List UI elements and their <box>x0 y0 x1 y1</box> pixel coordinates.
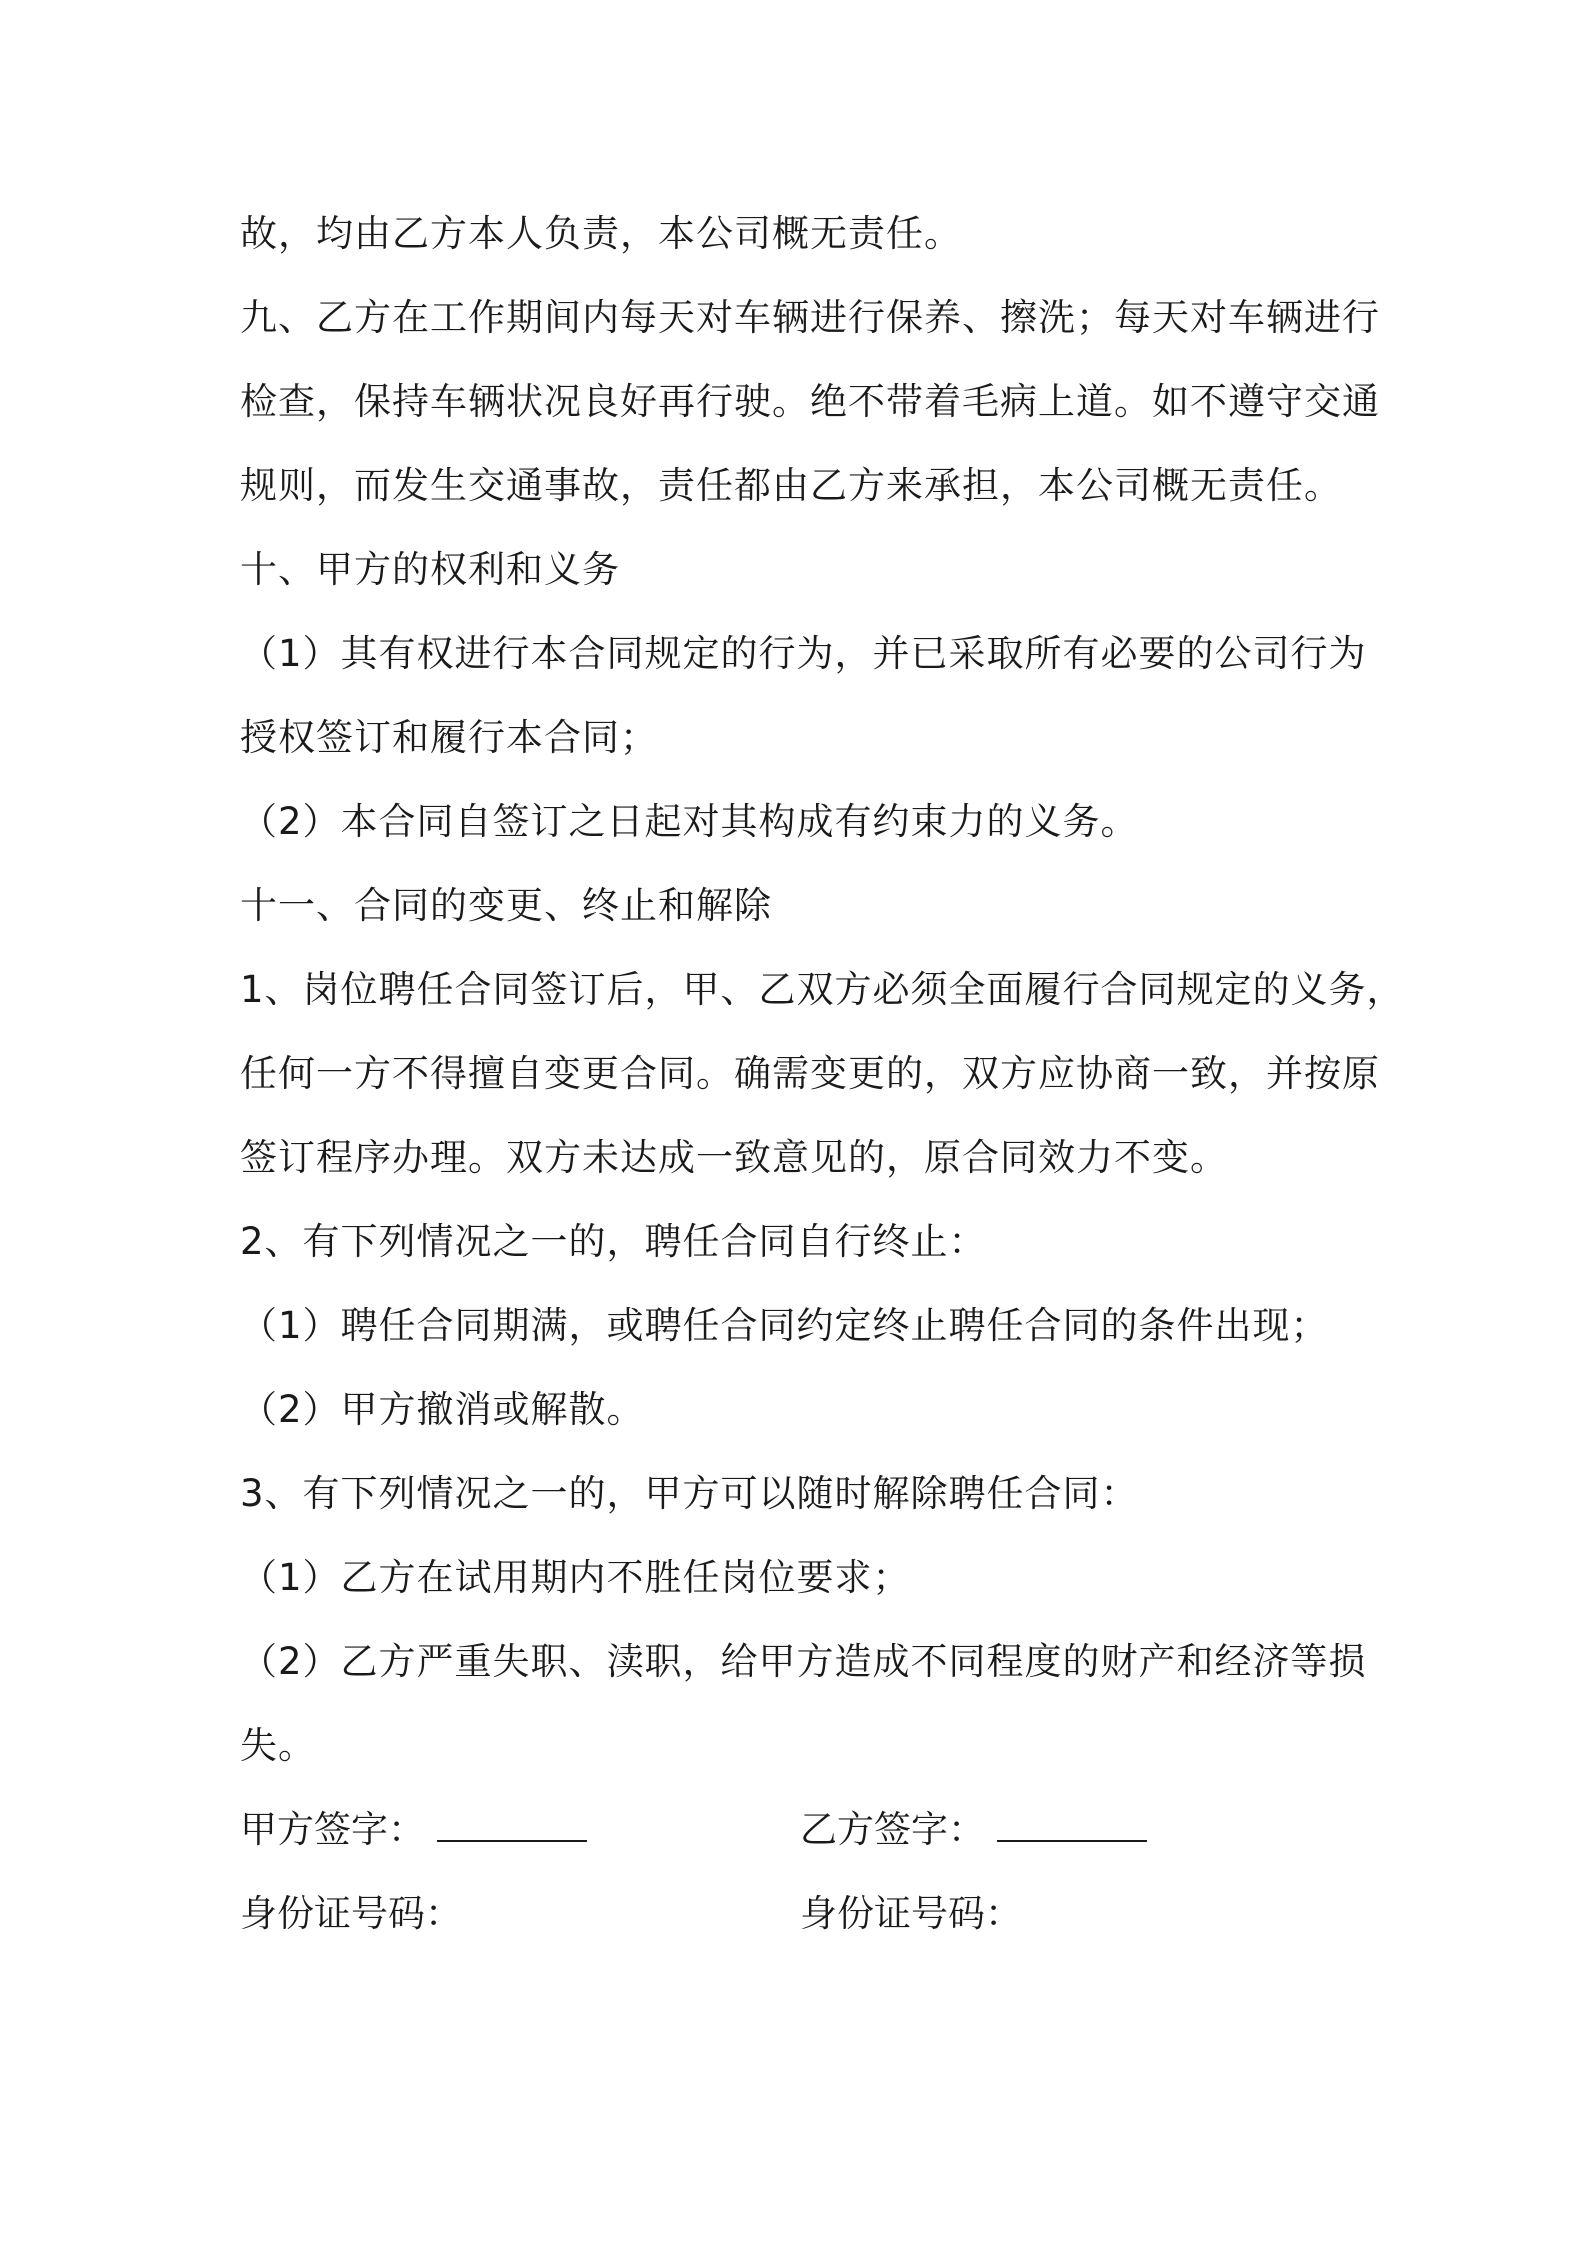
section-heading: 十、甲方的权利和义务 <box>240 548 620 591</box>
paragraph-line: 签订程序办理。双方未达成一致意见的，原合同效力不变。 <box>240 1136 1228 1179</box>
paragraph-line: 故，均由乙方本人负责，本公司概无责任。 <box>240 212 962 255</box>
paragraph-line: （1）聘任合同期满，或聘任合同约定终止聘任合同的条件出现； <box>240 1304 1329 1347</box>
party-b-id-label: 身份证号码： <box>800 1892 1022 1935</box>
paragraph-line: 任何一方不得擅自变更合同。确需变更的，双方应协商一致，并按原 <box>240 1052 1380 1095</box>
paragraph-line: 3、有下列情况之一的，甲方可以随时解除聘任合同： <box>240 1472 1139 1515</box>
signature-row <box>240 1788 1360 1872</box>
paragraph-line: 九、乙方在工作期间内每天对车辆进行保养、擦洗；每天对车辆进行 <box>240 296 1380 339</box>
party-b-signature <box>800 1788 1360 1872</box>
party-a-id <box>240 1872 800 1956</box>
paragraph-line: 2、有下列情况之一的，聘任合同自行终止： <box>240 1220 987 1263</box>
document-body <box>240 192 1405 1956</box>
paragraph-line: 规则，而发生交通事故，责任都由乙方来承担，本公司概无责任。 <box>240 464 1342 507</box>
paragraph-line: （2）乙方严重失职、渎职，给甲方造成不同程度的财产和经济等损 <box>240 1640 1367 1683</box>
paragraph-line: （2）甲方撤消或解散。 <box>240 1388 645 1431</box>
section-heading: 十一、合同的变更、终止和解除 <box>240 884 772 927</box>
paragraph-line: 1、岗位聘任合同签订后，甲、乙双方必须全面履行合同规定的义务， <box>240 968 1405 1011</box>
party-a-signature-line[interactable] <box>437 1806 587 1842</box>
paragraph-line: 授权签订和履行本合同； <box>240 716 658 759</box>
party-b-id <box>800 1872 1360 1956</box>
paragraph-line: （2）本合同自签订之日起对其构成有约束力的义务。 <box>240 800 1139 843</box>
party-a-id-label: 身份证号码： <box>240 1892 462 1935</box>
party-a-sign-label: 甲方签字： <box>240 1808 425 1851</box>
paragraph-line: （1）乙方在试用期内不胜任岗位要求； <box>240 1556 911 1599</box>
paragraph-line: 检查，保持车辆状况良好再行驶。绝不带着毛病上道。如不遵守交通 <box>240 380 1380 423</box>
party-a-signature <box>240 1788 800 1872</box>
paragraph-line: （1）其有权进行本合同规定的行为，并已采取所有必要的公司行为 <box>240 632 1367 675</box>
id-number-row <box>240 1872 1360 1956</box>
party-b-signature-line[interactable] <box>997 1806 1147 1842</box>
party-b-sign-label: 乙方签字： <box>800 1808 985 1851</box>
paragraph-line: 失。 <box>240 1724 316 1767</box>
